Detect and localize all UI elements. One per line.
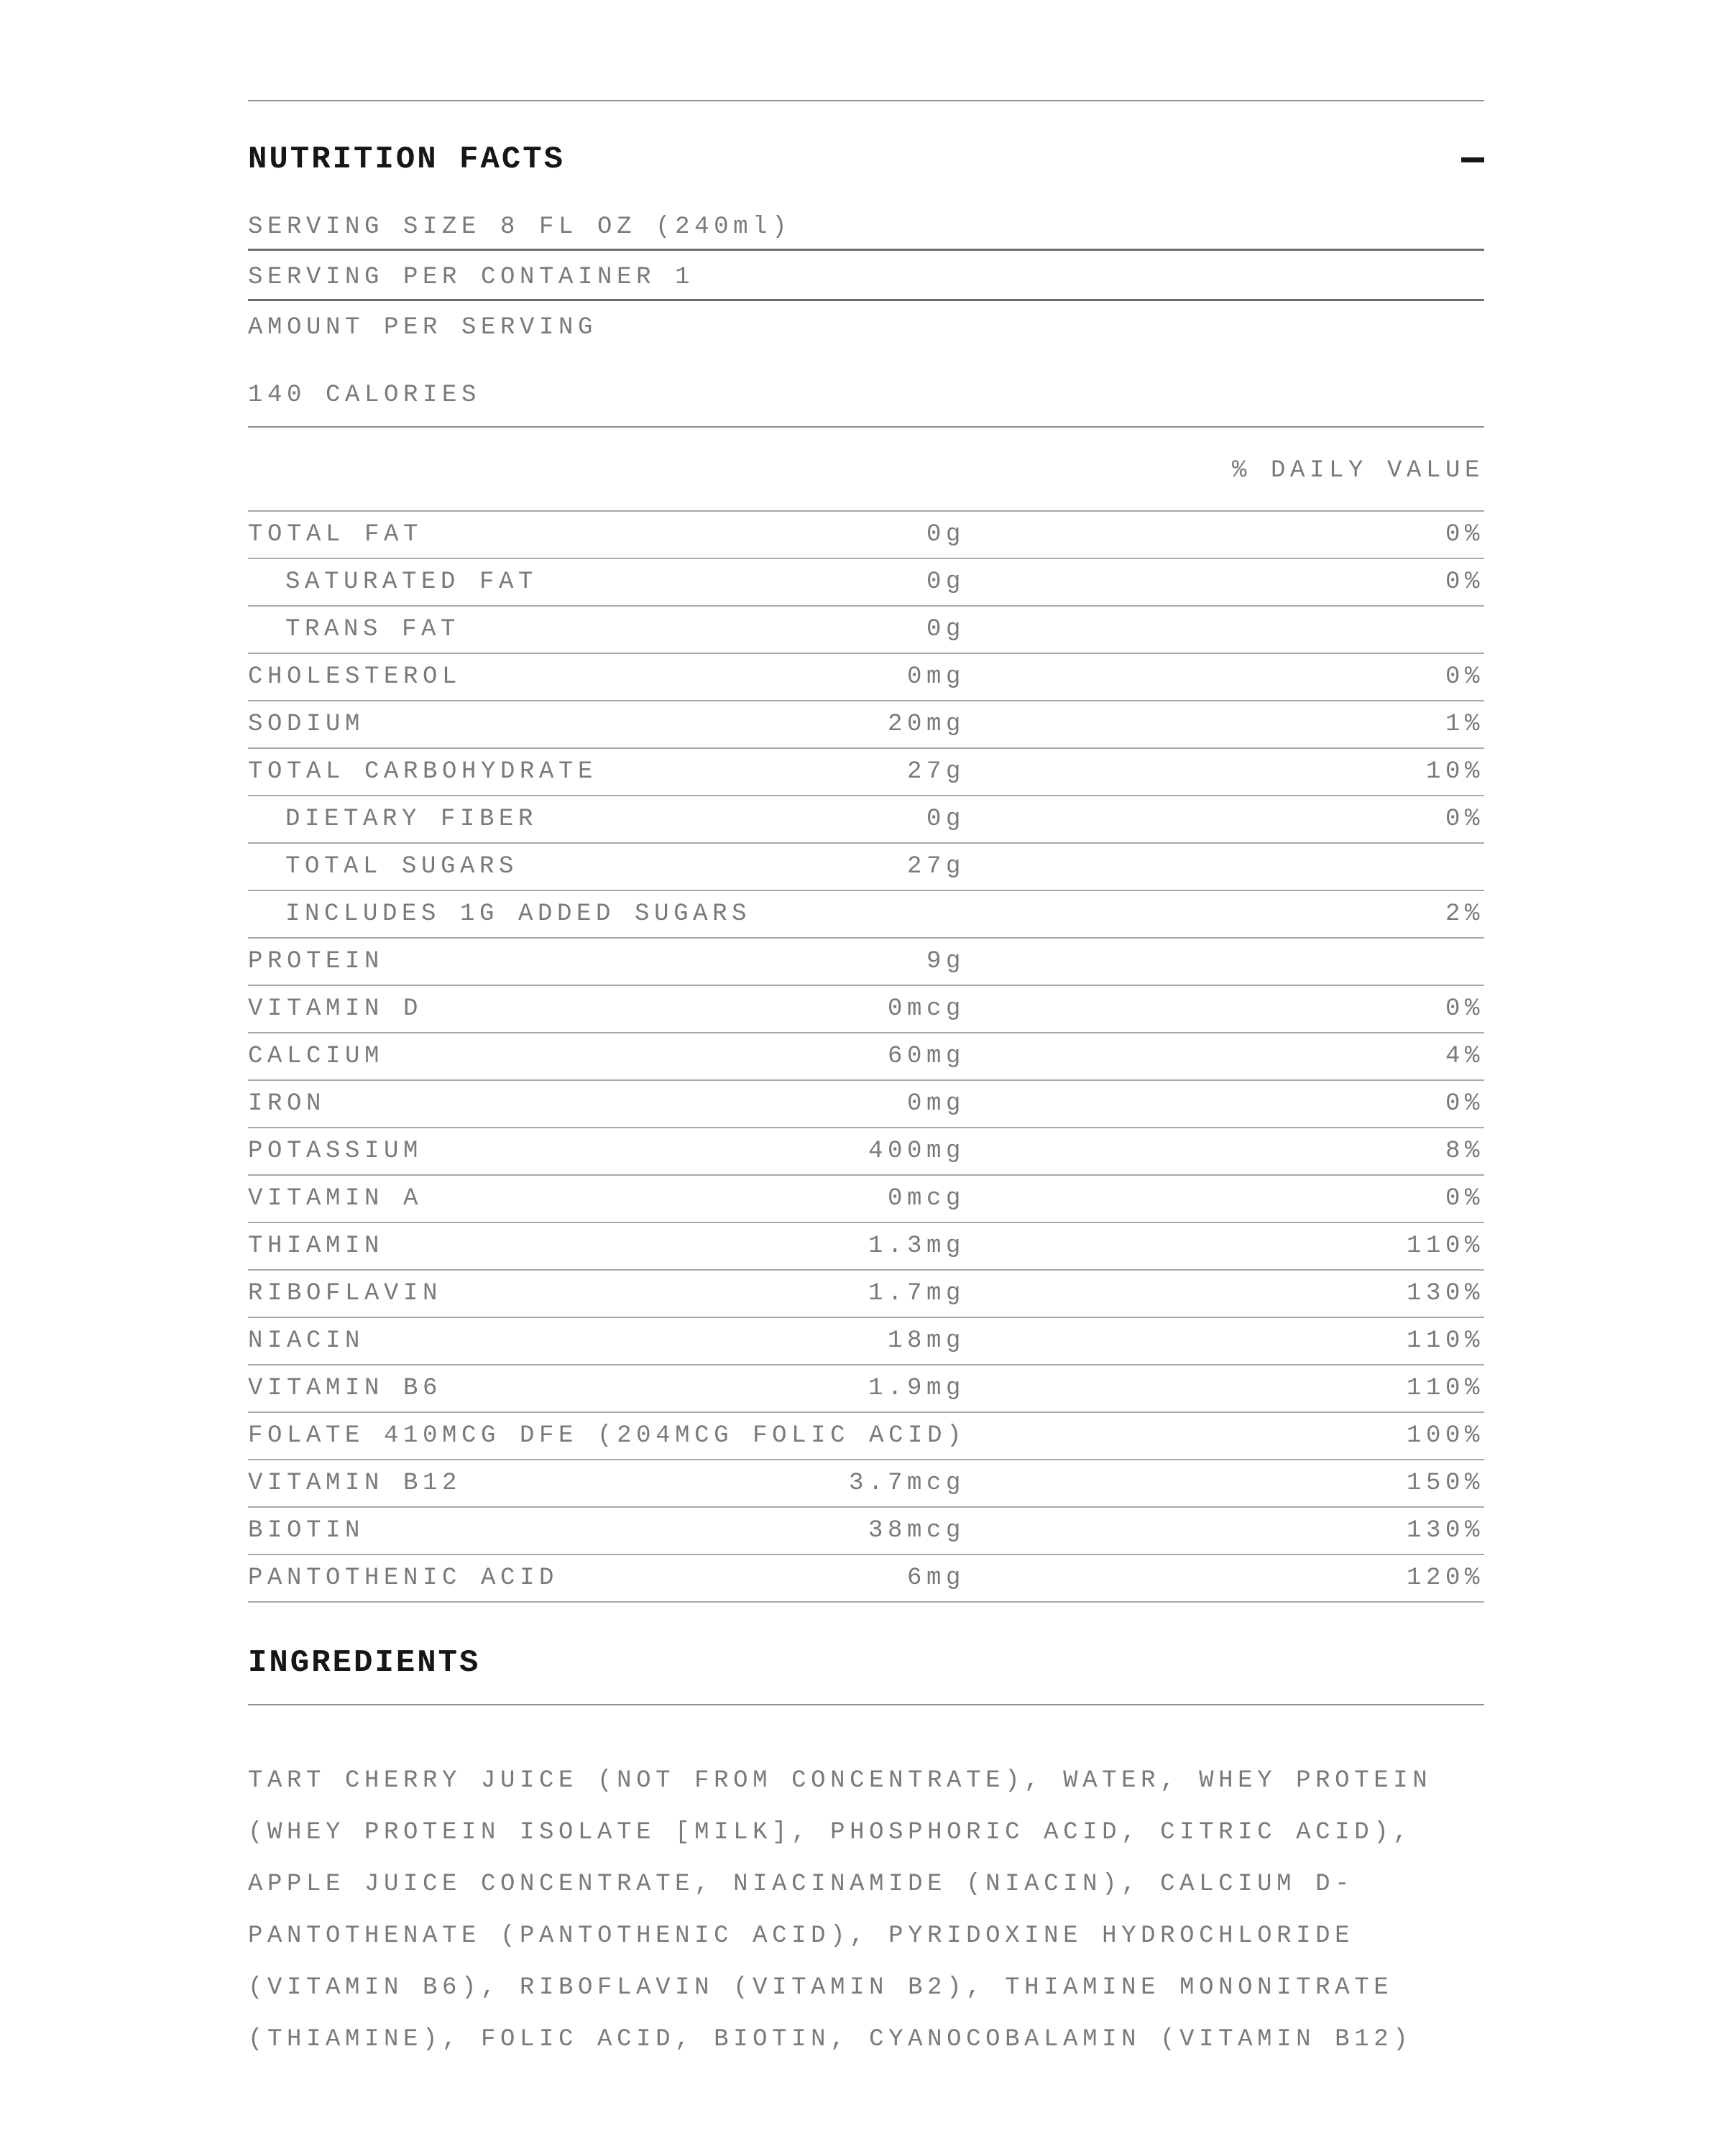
nutrient-daily-value: 4% [1445,1043,1484,1070]
nutrient-amount: 6mg [906,1565,965,1592]
table-row [248,986,1484,1033]
table-row [248,1508,1484,1555]
nutrient-amount: 0mg [906,1090,965,1118]
table-row [248,654,1484,701]
table-row [248,701,1484,749]
panel-header [248,138,1484,181]
nutrient-amount: 1.9mg [868,1375,965,1402]
nutrient-amount: 27g [906,758,965,786]
nutrient-amount: 0mg [906,663,965,691]
table-row [248,844,1484,891]
top-divider [248,100,1484,101]
table-row [248,1365,1484,1413]
servings-per-container-row [248,256,1484,301]
table-row [248,749,1484,796]
nutrient-amount: 27g [906,853,965,880]
nutrient-daily-value: 110% [1406,1233,1484,1260]
nutrient-label: VITAMIN B12 [248,1470,462,1497]
table-row [248,1128,1484,1176]
table-row [248,1460,1484,1508]
nutrient-amount: 0g [926,521,965,548]
nutrient-label: VITAMIN D [248,995,423,1023]
nutrient-daily-value: 2% [1445,900,1484,928]
nutrient-daily-value: 110% [1406,1327,1484,1355]
nutrient-daily-value: 0% [1445,568,1484,596]
nutrient-daily-value: 100% [1406,1422,1484,1450]
table-row [248,512,1484,559]
table-row [248,1176,1484,1223]
table-row [248,939,1484,986]
nutrient-daily-value: 0% [1445,995,1484,1023]
nutrient-amount: 0mcg [887,1185,965,1212]
nutrient-amount: 38mcg [868,1517,965,1544]
amount-per-serving-row [248,309,1484,346]
nutrient-daily-value: 0% [1445,663,1484,691]
nutrient-amount: 0g [926,616,965,643]
nutrient-daily-value: 8% [1445,1138,1484,1165]
nutrient-label: VITAMIN A [248,1185,423,1212]
ingredients-title: INGREDIENTS [248,1645,481,1681]
nutrient-label: PROTEIN [248,948,385,975]
nutrient-daily-value: 0% [1445,806,1484,833]
nutrient-label: IRON [248,1090,326,1118]
nutrient-daily-value: 0% [1445,1090,1484,1118]
daily-value-header: % DAILY VALUE [1231,457,1484,484]
ingredients-header [248,1640,1484,1686]
nutrient-label: BIOTIN [248,1517,365,1544]
nutrient-label: NIACIN [248,1327,365,1355]
nutrient-amount: 0g [926,806,965,833]
amount-per-serving-label: AMOUNT PER SERVING [248,314,598,341]
ingredients-divider [248,1704,1484,1705]
table-row [248,796,1484,844]
nutrient-daily-value: 130% [1406,1280,1484,1307]
nutrient-label: SATURATED FAT [285,568,538,596]
serving-size-row [248,206,1484,251]
nutrient-amount: 60mg [887,1043,965,1070]
nutrient-daily-value: 0% [1445,521,1484,548]
nutrient-amount: 1.3mg [868,1233,965,1260]
nutrient-label: INCLUDES 1G ADDED SUGARS [285,900,752,928]
table-row [248,891,1484,939]
nutrient-table [248,510,1484,1603]
table-row [248,1413,1484,1460]
daily-value-header-row [248,451,1484,490]
nutrient-label: SODIUM [248,711,365,738]
table-row [248,1271,1484,1318]
table-row [248,1318,1484,1365]
table-row [248,607,1484,654]
nutrient-amount: 0g [926,568,965,596]
nutrient-daily-value: 10% [1425,758,1484,786]
nutrient-daily-value: 1% [1445,711,1484,738]
nutrient-label: CALCIUM [248,1043,385,1070]
nutrient-daily-value: 0% [1445,1185,1484,1212]
nutrient-daily-value: 130% [1406,1517,1484,1544]
panel-title: NUTRITION FACTS [248,142,566,178]
table-row [248,559,1484,607]
nutrient-amount: 1.7mg [868,1280,965,1307]
nutrient-daily-value: 110% [1406,1375,1484,1402]
nutrient-amount: 18mg [887,1327,965,1355]
table-row [248,1555,1484,1603]
collapse-icon[interactable] [1461,157,1484,162]
nutrient-amount: 3.7mcg [848,1470,965,1497]
nutrient-label: RIBOFLAVIN [248,1280,443,1307]
calories-row [248,364,1484,428]
nutrient-amount: 20mg [887,711,965,738]
nutrient-label: THIAMIN [248,1233,385,1260]
nutrient-daily-value: 120% [1406,1565,1484,1592]
table-row [248,1081,1484,1128]
nutrient-label: PANTOTHENIC ACID [248,1565,559,1592]
nutrient-label: TOTAL SUGARS [285,853,519,880]
nutrient-label: FOLATE 410MCG DFE (204MCG FOLIC ACID) [248,1422,967,1450]
nutrient-amount: 9g [926,948,965,975]
calories-text: 140 CALORIES [248,382,482,409]
servings-per-container-text: SERVING PER CONTAINER 1 [248,264,695,291]
nutrient-daily-value: 150% [1406,1470,1484,1497]
nutrient-label: VITAMIN B6 [248,1375,443,1402]
nutrient-label: TOTAL CARBOHYDRATE [248,758,598,786]
nutrient-label: TRANS FAT [285,616,461,643]
nutrient-label: POTASSIUM [248,1138,423,1165]
nutrient-label: DIETARY FIBER [285,806,538,833]
ingredients-text: TART CHERRY JUICE (NOT FROM CONCENTRATE), WATER, WHEY PROTEIN (WHEY PROTEIN ISOLATE [MILK], PHOSPHORIC ACID, CITRIC ACID), APPLE JUICE CONCENTRATE, NIACINAMIDE (NIACIN), CALCIUM D-PANTOTHENATE (PANTOTHENIC ACID), PYRIDOXINE HYDROCHLORIDE (VITAMIN B6), RIBOFLAVIN (VITAMIN B2), THIAMINE MONONITRATE (THIAMINE), FOLIC ACID, BIOTIN, CYANOCOBALAMIN (VITAMIN B12) [248,1767,1432,2053]
table-row [248,1223,1484,1271]
nutrient-amount: 0mcg [887,995,965,1023]
nutrient-label: TOTAL FAT [248,521,423,548]
table-row [248,1033,1484,1081]
nutrient-amount: 400mg [868,1138,965,1165]
nutrient-label: CHOLESTEROL [248,663,462,691]
serving-size-text: SERVING SIZE 8 FL OZ (240ml) [248,213,792,241]
